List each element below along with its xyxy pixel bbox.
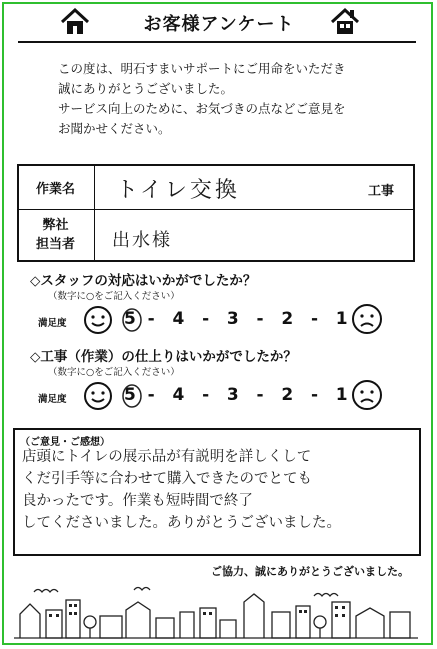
rating-option-3[interactable]: 3: [226, 385, 239, 405]
rating-option-1[interactable]: 1: [335, 309, 348, 329]
rating-scale: [124, 309, 348, 329]
thanks-text: ご協力、誠にありがとうございました。: [211, 565, 409, 578]
staff-label: 担当者: [35, 237, 75, 252]
title-underline: [18, 41, 416, 43]
satisfaction-label: 満足度: [38, 318, 67, 329]
scale-dash: -: [244, 309, 276, 329]
page-title: お客様アンケート: [143, 14, 295, 35]
house-icon: [60, 8, 90, 36]
question-hint: （数字に○をご記入ください）: [48, 291, 180, 302]
work-name-label: 作業名: [35, 182, 75, 197]
work-suffix: 工事: [368, 184, 395, 199]
opinion-line: 良かったです。作業も短時間で終了: [22, 493, 253, 509]
opinion-line: してくださいました。ありがとうございました。: [22, 515, 341, 531]
selection-circle: [120, 306, 144, 334]
scale-dash: -: [141, 385, 167, 405]
staff-name-field[interactable]: 出水様: [112, 230, 172, 251]
intro-line: お聞かせください。: [58, 121, 171, 136]
opinion-label: （ご意見・ご感想）: [20, 437, 110, 448]
sad-face-icon: [351, 379, 383, 411]
rating-option-5[interactable]: 5: [124, 385, 136, 405]
rating-option-5[interactable]: 5: [124, 309, 136, 329]
work-name-field[interactable]: トイレ交換: [116, 178, 240, 203]
opinion-text[interactable]: [22, 446, 414, 534]
rating-option-3[interactable]: 3: [226, 309, 239, 329]
opinion-line: 店頭にトイレの展示品が有説明を詳しくして: [22, 449, 312, 465]
table-divider: [94, 164, 95, 262]
rating-option-2[interactable]: 2: [281, 309, 294, 329]
rating-option-1[interactable]: 1: [335, 385, 348, 405]
intro-line: 誠にありがとうございました。: [58, 81, 234, 96]
scale-dash: -: [190, 385, 221, 405]
city-skyline-illustration: [14, 572, 418, 642]
rating-option-4[interactable]: 4: [172, 309, 185, 329]
intro-line: サービス向上のために、お気づきの点などご意見を: [58, 101, 346, 116]
question-2: ◇工事（作業）の仕上りはいかがでしたか？: [30, 349, 297, 365]
staff-label: 弊社: [42, 218, 69, 233]
opinion-line: くだ引手等に合わせて購入できたのでとても: [22, 471, 312, 487]
scale-dash: -: [190, 309, 221, 329]
question-1: ◇スタッフの対応はいかがでしたか？: [30, 273, 257, 289]
smiley-face-icon: [83, 305, 113, 335]
satisfaction-label: 満足度: [38, 394, 67, 405]
scale-dash: -: [244, 385, 276, 405]
scale-dash: -: [299, 309, 330, 329]
sad-face-icon: [351, 303, 383, 335]
selection-circle: [120, 382, 144, 410]
rating-option-4[interactable]: 4: [172, 385, 185, 405]
scale-dash: -: [299, 385, 330, 405]
rating-scale: [124, 385, 348, 405]
table-divider: [17, 209, 415, 210]
rating-option-2[interactable]: 2: [281, 385, 294, 405]
intro-line: この度は、明石すまいサポートにご用命をいただき: [58, 61, 346, 76]
smiley-face-icon: [83, 381, 113, 411]
scale-dash: -: [141, 309, 167, 329]
intro-text: [58, 59, 398, 139]
question-hint: （数字に○をご記入ください）: [48, 367, 180, 378]
